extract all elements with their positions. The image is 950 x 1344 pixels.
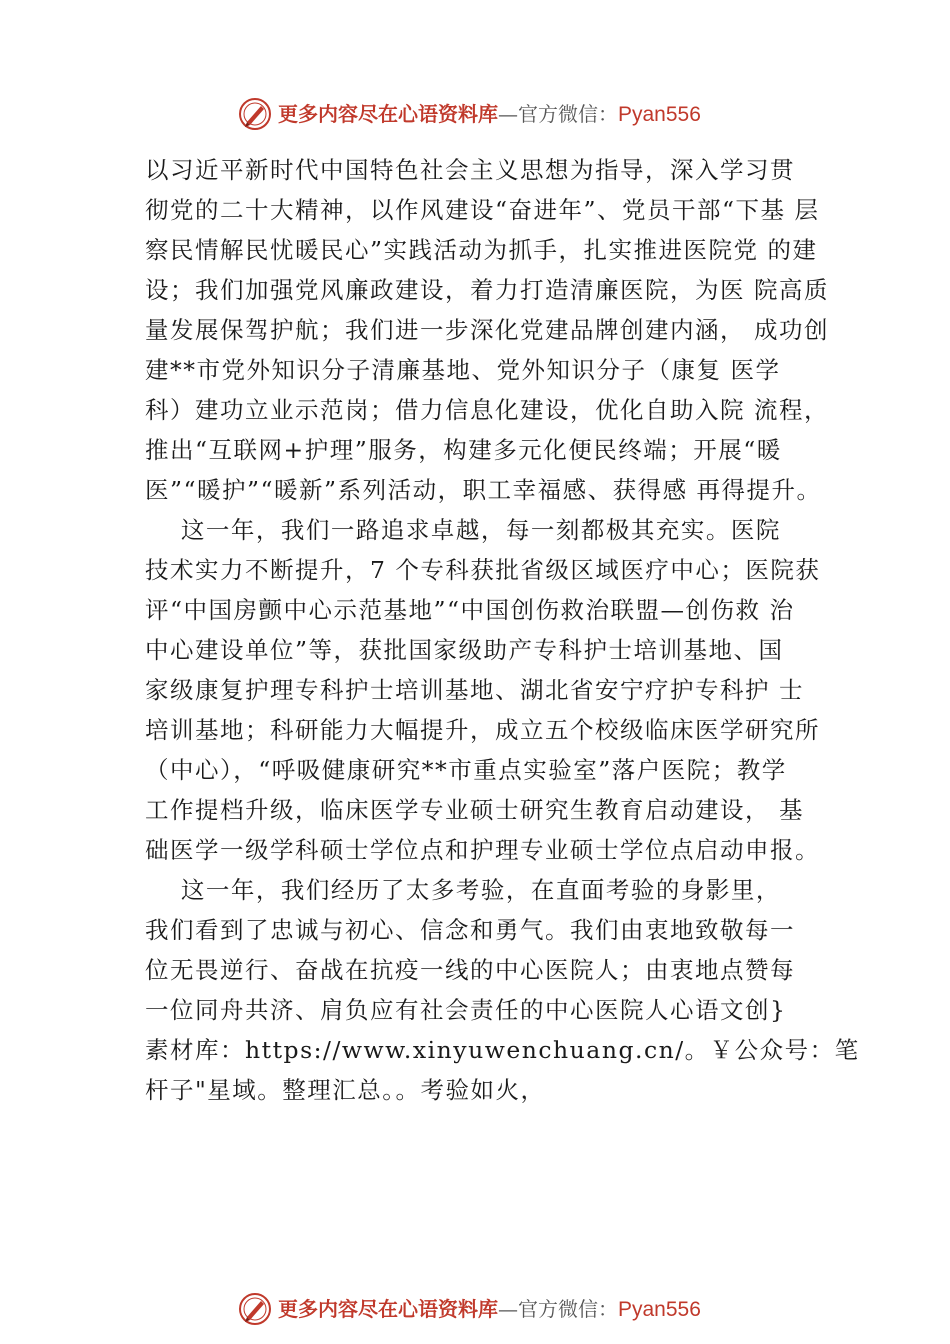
body-line: 以习近平新时代中国特色社会主义思想为指导，深入学习贯 — [145, 156, 795, 184]
watermark-text — [278, 1296, 701, 1323]
document-body — [145, 150, 860, 1110]
watermark-brand: 更多内容尽在心语资料库 — [278, 102, 498, 126]
body-line: 一位同舟共济、肩负应有社会责任的中心医院人心语文创} — [145, 996, 787, 1024]
body-line: 察民情解民忧暖民心”实践活动为抓手，扎实推进医院党 的建 — [145, 236, 818, 264]
body-line: 评“中国房颤中心示范基地”“中国创伤救治联盟—创伤救 治 — [145, 596, 795, 624]
body-line: 素材库：https://www.xinyuwenchuang.cn/。￥公众号：笔 — [145, 1036, 860, 1064]
watermark-label: —官方微信： — [498, 102, 618, 126]
watermark-text — [278, 101, 701, 128]
body-line: 础医学一级学科硕士学位点和护理专业硕士学位点启动申报。 — [145, 836, 820, 864]
body-line: 医”“暖护”“暖新”系列活动，职工幸福感、获得感 再得提升。 — [145, 476, 822, 504]
body-line: 彻党的二十大精神，以作风建设“奋进年”、党员干部“下基 层 — [145, 196, 820, 224]
body-line: 家级康复护理专科护士培训基地、湖北省安宁疗护专科护 士 — [145, 676, 804, 704]
header-watermark — [0, 95, 950, 135]
watermark-brand: 更多内容尽在心语资料库 — [278, 1297, 498, 1321]
body-line: 这一年，我们经历了太多考验，在直面考验的身影里， — [145, 876, 781, 904]
body-line: 这一年，我们一路追求卓越，每一刻都极其充实。医院 — [145, 516, 781, 544]
pen-logo-icon — [238, 1292, 272, 1326]
watermark-wechat-id: Pyan556 — [618, 103, 701, 126]
body-line: 杆子"星域。整理汇总。。考验如火， — [145, 1076, 546, 1104]
body-line: 科）建功立业示范岗；借力信息化建设，优化自助入院 流程， — [145, 396, 829, 424]
body-line: 量发展保驾护航；我们进一步深化党建品牌创建内涵， 成功创 — [145, 316, 829, 344]
body-line: 位无畏逆行、奋战在抗疫一线的中心医院人；由衷地点赞每 — [145, 956, 795, 984]
body-line: 建**市党外知识分子清廉基地、党外知识分子（康复 医学 — [145, 356, 781, 384]
body-line: 推出“互联网+护理”服务，构建多元化便民终端；开展“暖 — [145, 436, 782, 464]
body-line: 技术实力不断提升，7 个专科获批省级区域医疗中心；医院获 — [145, 556, 821, 584]
watermark-label: —官方微信： — [498, 1297, 618, 1321]
body-line: （中心），“呼吸健康研究**市重点实验室”落户医院；教学 — [145, 756, 787, 784]
body-line: 工作提档升级，临床医学专业硕士研究生教育启动建设， 基 — [145, 796, 804, 824]
body-line: 中心建设单位”等，获批国家级助产专科护士培训基地、国 — [145, 636, 784, 664]
body-line: 我们看到了忠诚与初心、信念和勇气。我们由衷地致敬每一 — [145, 916, 795, 944]
footer-watermark — [0, 1290, 950, 1330]
body-line: 设；我们加强党风廉政建设，着力打造清廉医院，为医 院高质 — [145, 276, 829, 304]
pen-logo-icon — [238, 97, 272, 131]
watermark-wechat-id: Pyan556 — [618, 1298, 701, 1321]
body-line: 培训基地；科研能力大幅提升，成立五个校级临床医学研究所 — [145, 716, 820, 744]
